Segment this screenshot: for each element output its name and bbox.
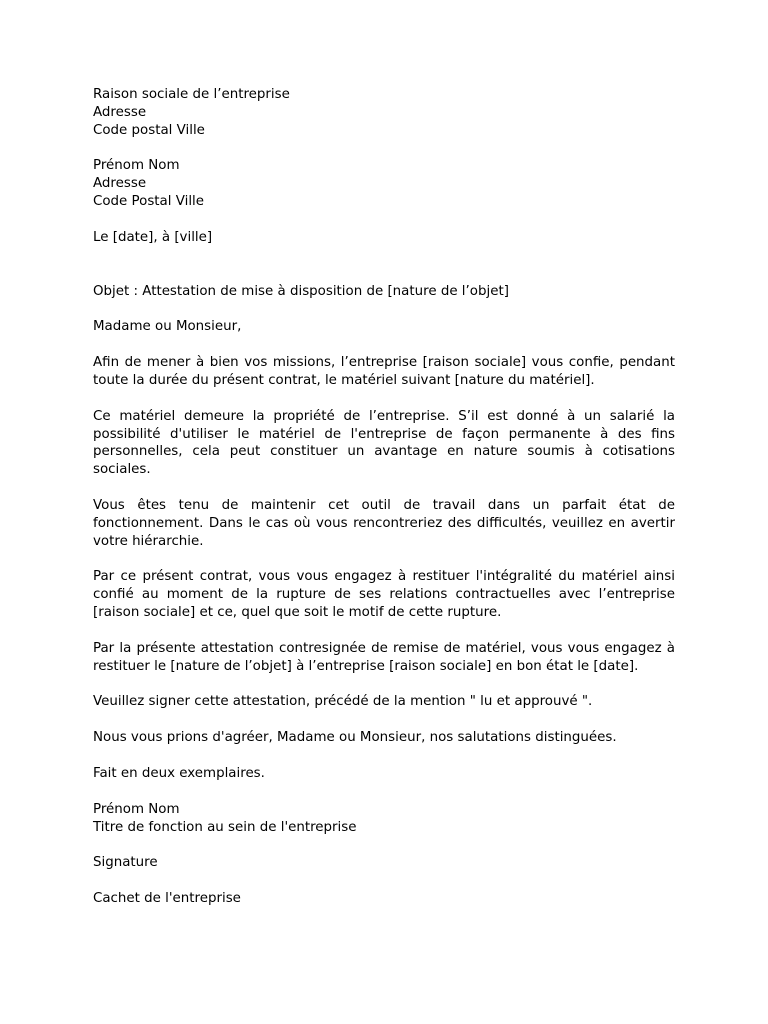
- salutation: Madame ou Monsieur,: [93, 319, 242, 335]
- recipient-name: Prénom Nom: [93, 158, 180, 174]
- signature-label: Signature: [93, 855, 158, 871]
- paragraph-maintenance: Vous êtes tenu de maintenir cet outil de travail dans un parfait état de fonctionnement. Dans le cas où vous rencontreriez des difficultés, veuillez en avertir votre hiérarchie.: [93, 497, 675, 549]
- paragraph-closing-formula: Nous vous prions d'agréer, Madame ou Monsieur, nos salutations distinguées.: [93, 730, 617, 746]
- subject-line: Objet : Attestation de mise à disposition de [nature de l’objet]: [93, 283, 509, 299]
- closing-name: Prénom Nom: [93, 801, 180, 817]
- recipient-address: Adresse: [93, 176, 147, 192]
- paragraph-sign-request: Veuillez signer cette attestation, précédé de la mention " lu et approuvé ".: [93, 694, 593, 710]
- paragraph-attestation: Par la présente attestation contresignée de remise de matériel, vous vous engagez à restituer le [nature de l’objet] à l’entreprise [raison sociale] en bon état le [date].: [93, 640, 675, 674]
- paragraph-mission: Afin de mener à bien vos missions, l’entreprise [raison sociale] vous confie, pendant toute la durée du présent contrat, le matériel suivant [nature du matériel].: [93, 355, 675, 388]
- sender-company: Raison sociale de l’entreprise: [93, 87, 290, 102]
- recipient-postal-city: Code Postal Ville: [93, 193, 205, 209]
- date-line: Le [date], à [ville]: [93, 229, 213, 245]
- paragraph-restitution: Par ce présent contrat, vous vous engagez à restituer l'intégralité du matériel ainsi confié au moment de la rupture de ses relations contractuelles avec l’entreprise [raison sociale] et ce, quel que soit le motif de cette rupture.: [93, 569, 675, 620]
- paragraph-copies: Fait en deux exemplaires.: [93, 765, 265, 781]
- closing-block: [93, 801, 675, 837]
- letter-page: [93, 86, 675, 908]
- sender-address: Adresse: [93, 104, 147, 120]
- sender-postal-city: Code postal Ville: [93, 122, 205, 138]
- paragraph-ownership: Ce matériel demeure la propriété de l’entreprise. S’il est donné à un salarié la possibilité d'utiliser le matériel de l'entreprise de façon permanente à des fins personnelles, cela peut constituer un avantage en nature soumis à cotisations sociales.: [93, 408, 675, 478]
- recipient-block: [93, 157, 675, 210]
- closing-title: Titre de fonction au sein de l'entreprise: [93, 819, 357, 835]
- sender-block: [93, 86, 675, 139]
- company-stamp-label: Cachet de l'entreprise: [93, 891, 241, 907]
